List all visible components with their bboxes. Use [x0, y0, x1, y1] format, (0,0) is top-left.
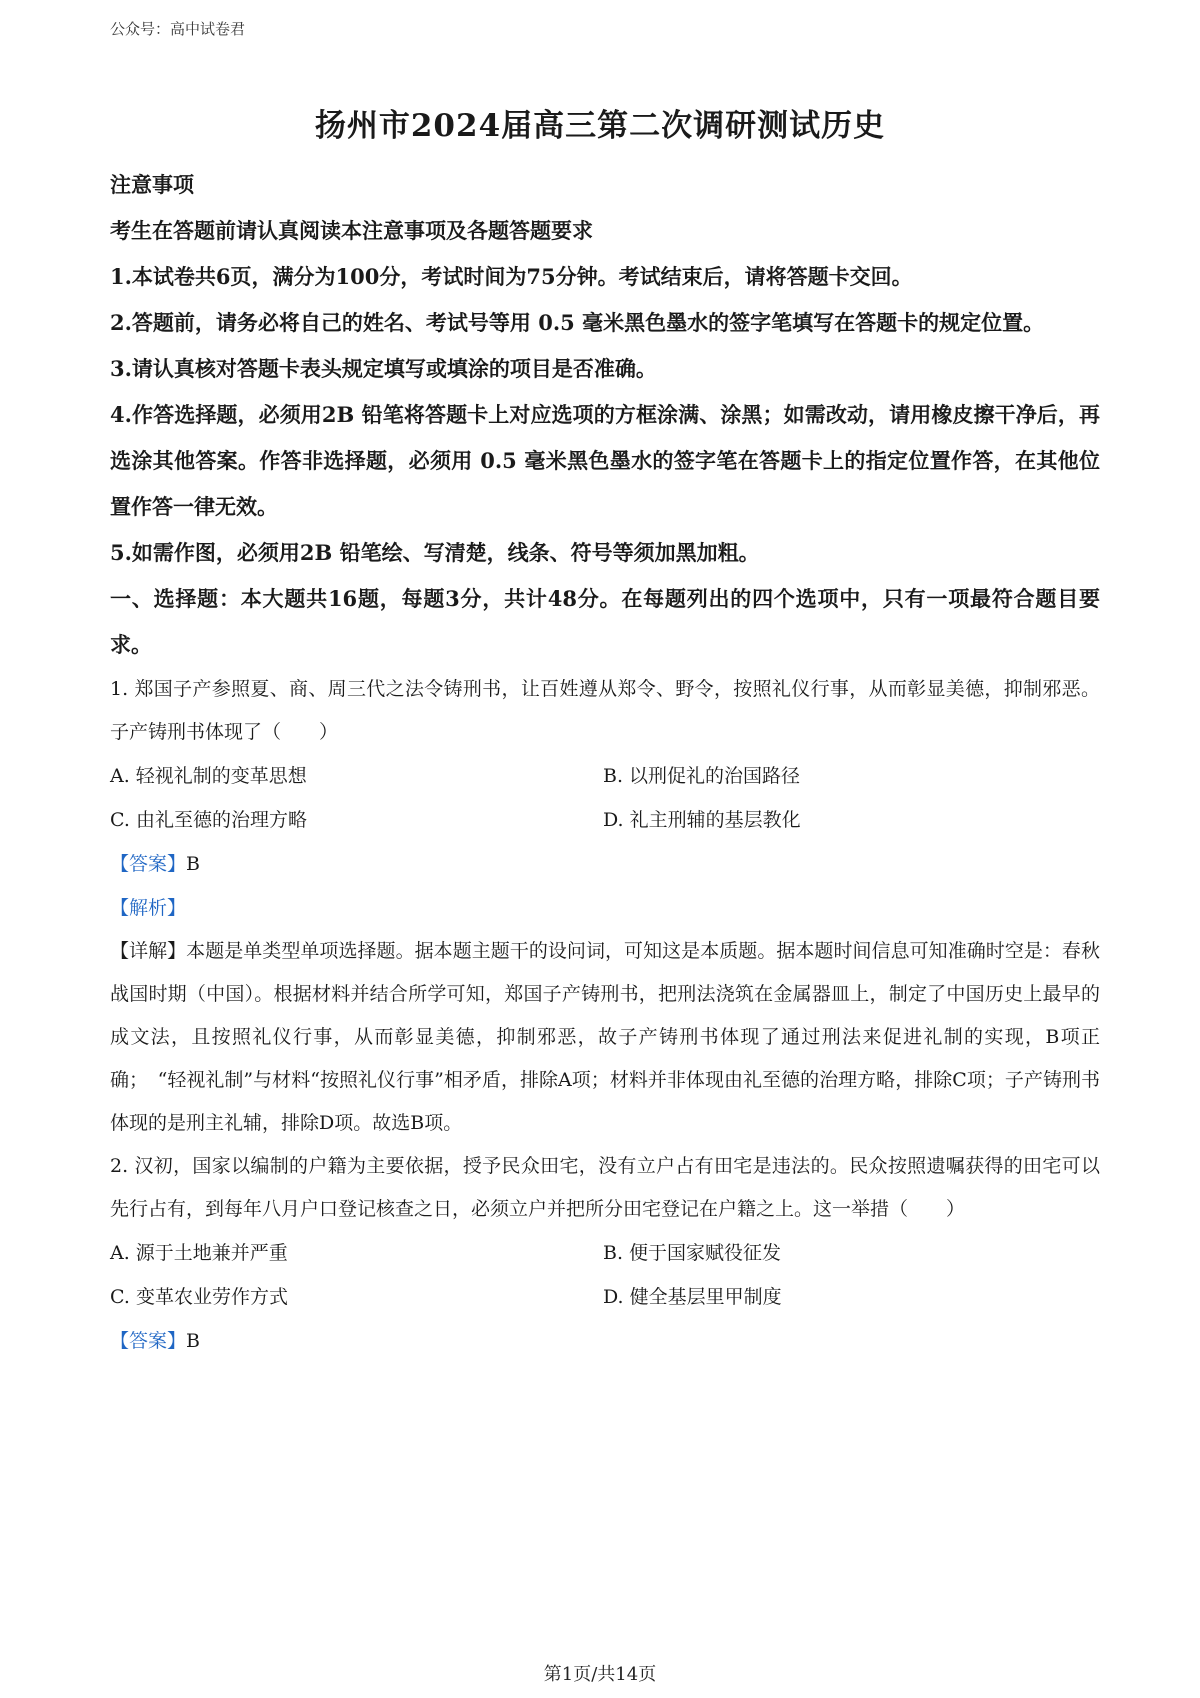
analysis-line	[110, 886, 1100, 930]
notice-item: 2.答题前，请务必将自己的姓名、考试号等用 0.5 毫米黑色墨水的签字笔填写在答题卡的规定位置。	[110, 310, 1045, 335]
answer-value: B	[186, 853, 200, 875]
option-list	[110, 1231, 1100, 1319]
option-a: A. 源于土地兼并严重	[110, 1242, 288, 1264]
question-stem: 2. 汉初，国家以编制的户籍为主要依据，授予民众田宅，没有立户占有田宅是违法的。民众按照遗嘱获得的田宅可以先行占有，到每年八月户口登记核查之日，必须立户并把所分田宅登记在户籍之上。这一举措（ ）	[110, 1155, 1100, 1220]
answer-tag: 【答案】	[110, 1330, 187, 1352]
option-a: A. 轻视礼制的变革思想	[110, 765, 307, 787]
option-b: B. 便于国家赋役征发	[603, 1242, 782, 1264]
answer-tag: 【答案】	[110, 853, 187, 875]
section-heading: 一、选择题：本大题共16题，每题3分，共计48分。在每题列出的四个选项中，只有一项最符合题目要求。	[110, 586, 1100, 657]
option-d: D. 礼主刑辅的基层教化	[603, 809, 801, 831]
header-note: 公众号：高中试卷君	[110, 20, 246, 38]
option-d: D. 健全基层里甲制度	[603, 1286, 782, 1308]
option-c: C. 由礼至德的治理方略	[110, 809, 307, 831]
option-list	[110, 754, 1100, 842]
answer-line	[110, 842, 1100, 886]
option-c: C. 变革农业劳作方式	[110, 1286, 288, 1308]
answer-value: B	[186, 1330, 200, 1352]
detail-text: 本题是单类型单项选择题。据本题主题干的设问词，可知这是本质题。据本题时间信息可知准确时空是：春秋战国时期（中国）。根据材料并结合所学可知，郑国子产铸刑书，把刑法浇筑在金属器皿上，制定了中国历史上最早的成文法，且按照礼仪行事，从而彰显美德，抑制邪恶，故子产铸刑书体现了通过刑法来促进礼制的实现，B项正确； “轻视礼制”与材料“按照礼仪行事”相矛盾，排除A项；材料并非体现由礼至德的治理方略，排除C项；子产铸刑书体现的是刑主礼辅，排除D项。故选B项。	[110, 940, 1100, 1134]
question-stem: 1. 郑国子产参照夏、商、周三代之法令铸刑书，让百姓遵从郑令、野令，按照礼仪行事，从而彰显美德，抑制邪恶。子产铸刑书体现了（ ）	[110, 678, 1100, 743]
notice-intro: 考生在答题前请认真阅读本注意事项及各题答题要求	[110, 218, 593, 243]
notice-item: 5.如需作图，必须用2B 铅笔绘、写清楚，线条、符号等须加黑加粗。	[110, 540, 760, 565]
notice-item: 1.本试卷共6页，满分为100分，考试时间为75分钟。考试结束后，请将答题卡交回。	[110, 264, 913, 289]
notice-item: 3.请认真核对答题卡表头规定填写或填涂的项目是否准确。	[110, 356, 657, 381]
detail-tag: 【详解】	[110, 940, 187, 962]
page-title: 扬州市2024届高三第二次调研测试历史	[314, 108, 886, 144]
analysis-tag: 【解析】	[110, 897, 187, 919]
question-1	[110, 668, 1100, 1145]
detail-paragraph	[110, 930, 1100, 1145]
question-2	[110, 1145, 1100, 1363]
page-footer: 第1页/共14页	[543, 1664, 657, 1685]
document-body	[110, 162, 1100, 1363]
notice-item: 4.作答选择题，必须用2B 铅笔将答题卡上对应选项的方框涂满、涂黑；如需改动，请用橡皮擦干净后，再选涂其他答案。作答非选择题，必须用 0.5 毫米黑色墨水的签字笔在答题卡上的指定位置作答，在其他位置作答一律无效。	[110, 402, 1100, 519]
answer-line	[110, 1319, 1100, 1363]
option-b: B. 以刑促礼的治国路径	[603, 765, 801, 787]
notice-heading: 注意事项	[110, 172, 194, 197]
